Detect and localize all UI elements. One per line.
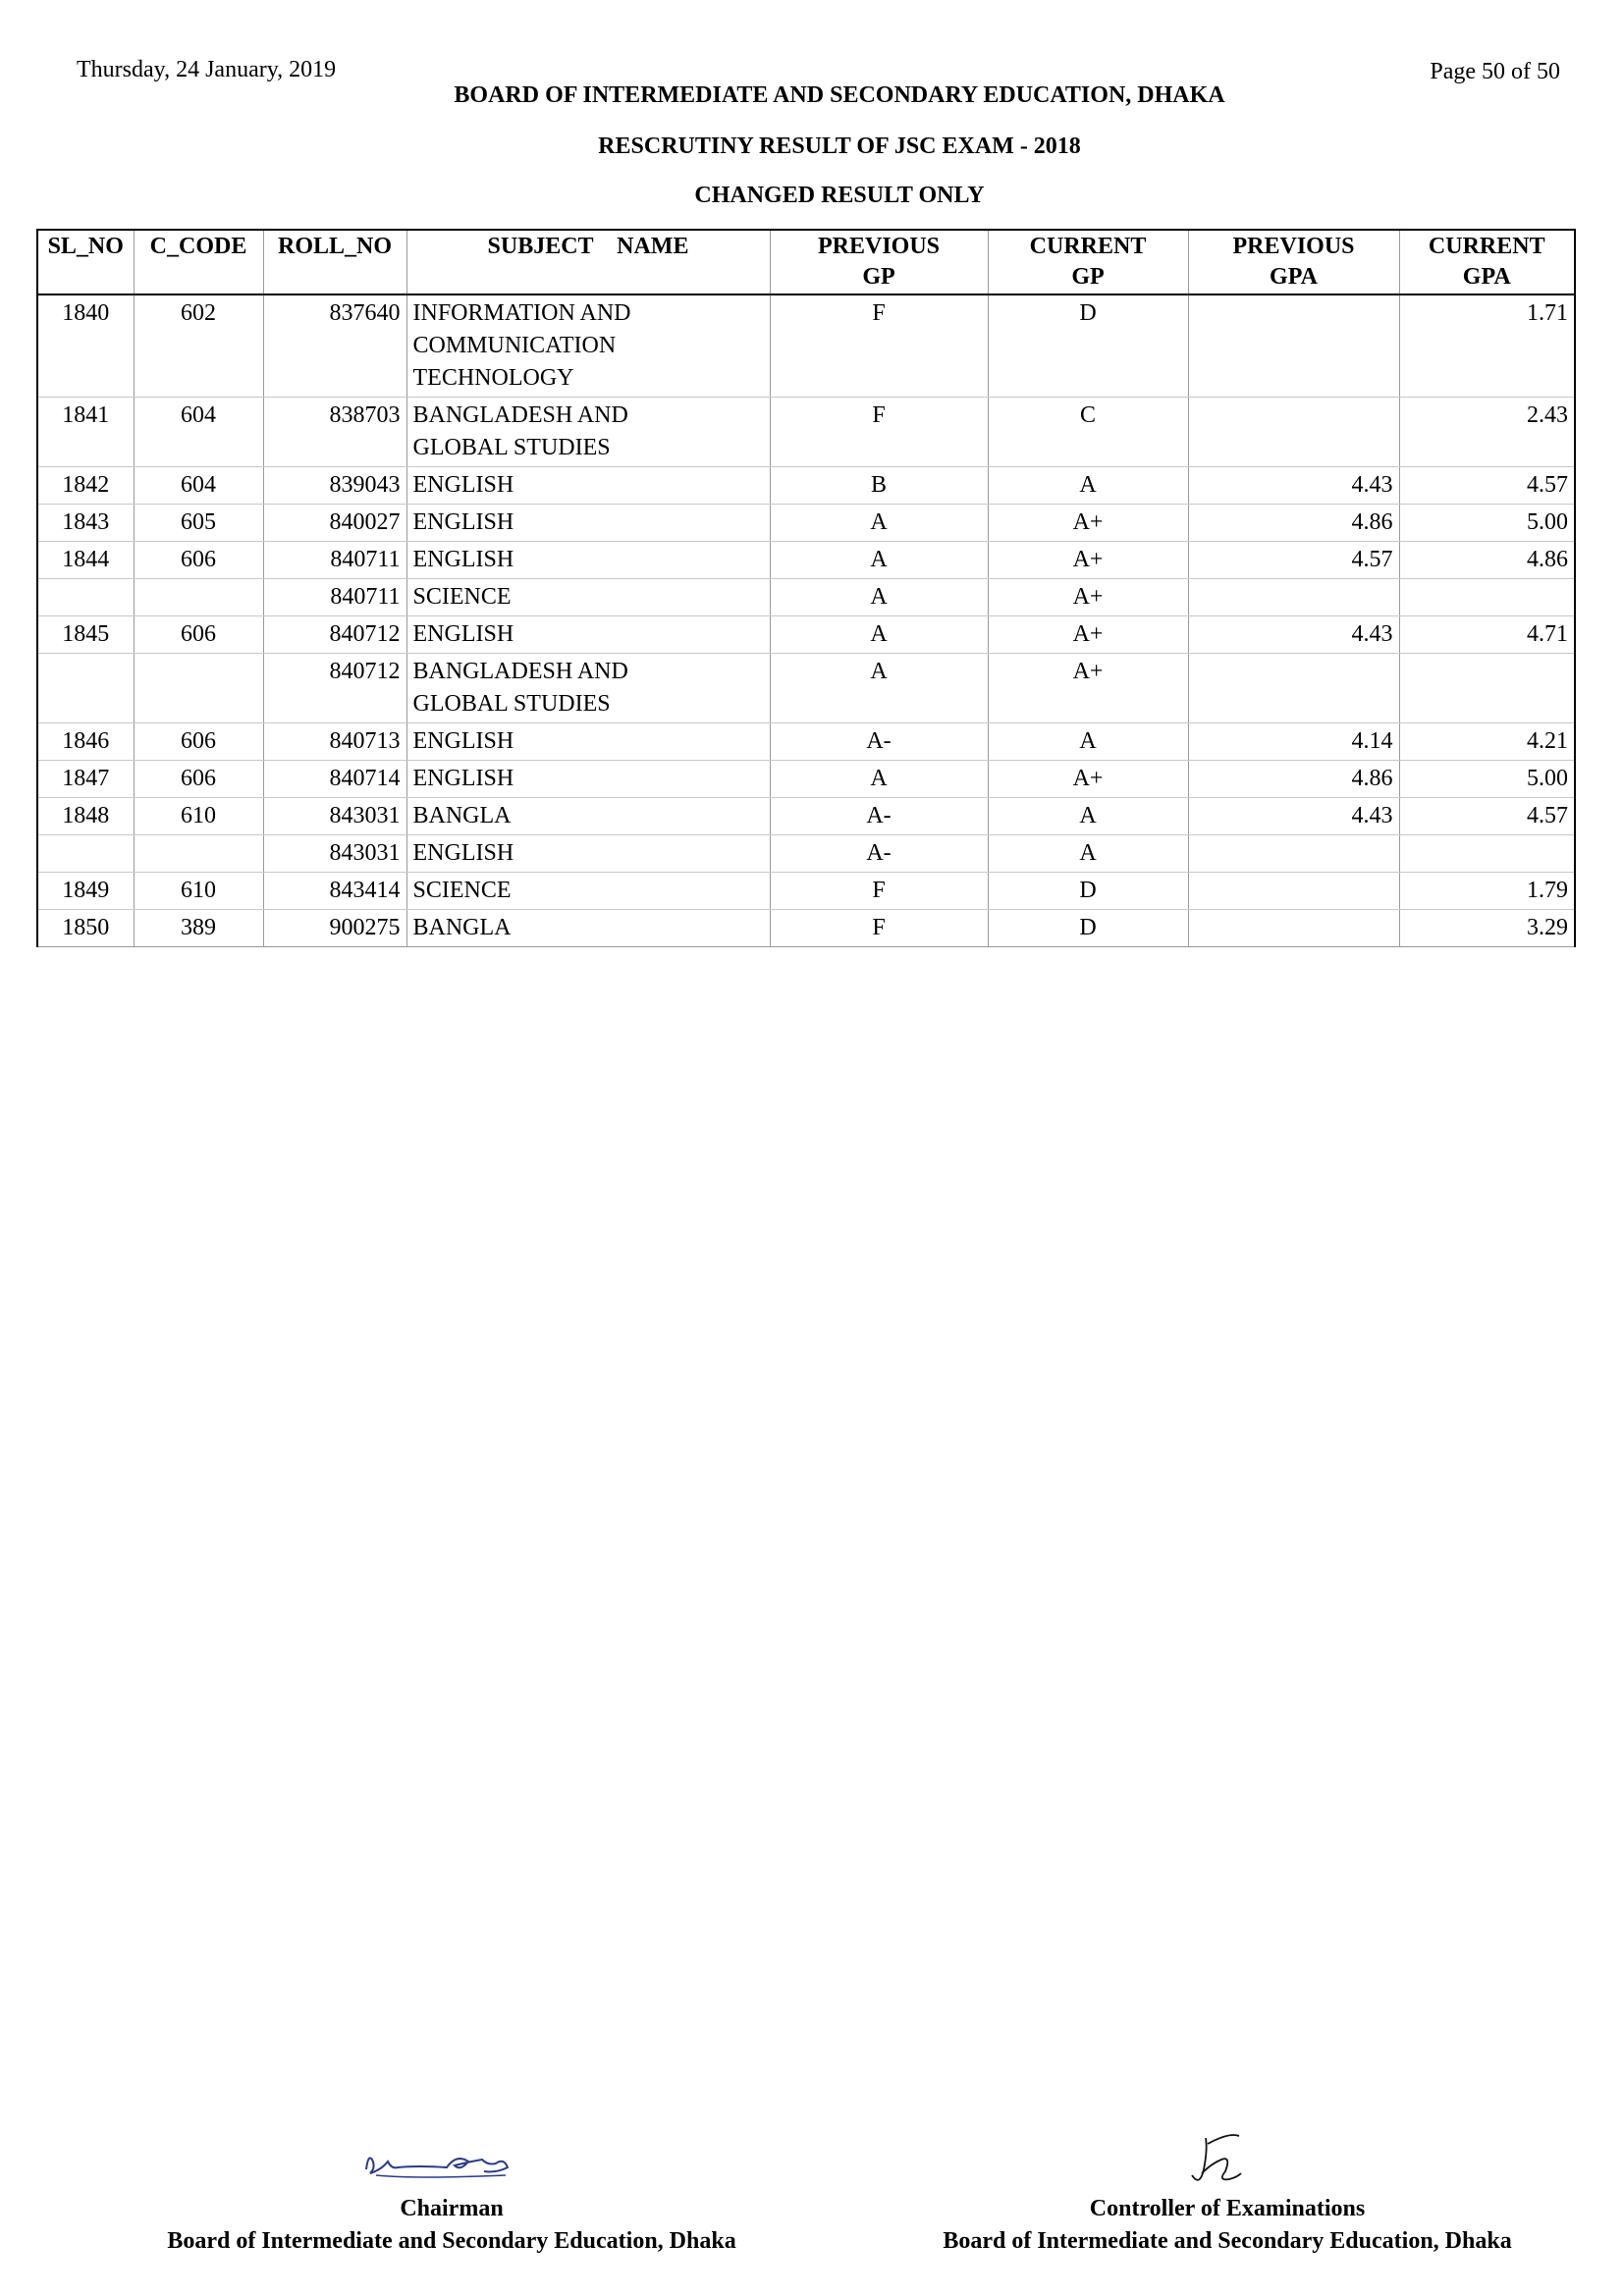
- cell-previous-gp: F: [770, 294, 988, 398]
- subject-line: BANGLA: [412, 915, 512, 940]
- cell-roll-no: 840711: [263, 542, 406, 579]
- cell-current-gp: A: [988, 467, 1188, 505]
- cell-c-code: [134, 579, 263, 616]
- subject-line: ENGLISH: [412, 547, 514, 572]
- cell-roll-no: 837640: [263, 294, 406, 398]
- table-row: [37, 616, 1575, 654]
- print-date: Thursday, 24 January, 2019: [77, 57, 337, 82]
- cell-current-gpa: 1.79: [1399, 873, 1575, 910]
- col-current-gpa: CURRENT GPA: [1399, 230, 1575, 294]
- cell-sl-no: 1840: [37, 294, 134, 398]
- cell-previous-gpa: 4.43: [1188, 798, 1399, 835]
- cell-roll-no: 840712: [263, 654, 406, 723]
- cell-c-code: 605: [134, 505, 263, 542]
- cell-current-gpa: 5.00: [1399, 505, 1575, 542]
- cell-previous-gp: A: [770, 542, 988, 579]
- cell-roll-no: 843031: [263, 798, 406, 835]
- cell-current-gpa: 4.86: [1399, 542, 1575, 579]
- cell-current-gpa: 2.43: [1399, 398, 1575, 467]
- controller-signature: [1178, 2130, 1267, 2194]
- table-row: [37, 798, 1575, 835]
- cell-previous-gpa: [1188, 654, 1399, 723]
- chairman-organization: Board of Intermediate and Secondary Education, Dhaka: [167, 2228, 736, 2254]
- cell-sl-no: [37, 835, 134, 873]
- cell-previous-gpa: [1188, 398, 1399, 467]
- table-row: [37, 467, 1575, 505]
- cell-subject-name: [406, 579, 770, 616]
- subject-line: TECHNOLOGY: [412, 365, 574, 391]
- cell-sl-no: 1848: [37, 798, 134, 835]
- cell-subject-name: [406, 873, 770, 910]
- cell-c-code: 606: [134, 761, 263, 798]
- cell-current-gpa: 1.71: [1399, 294, 1575, 398]
- subject-line: GLOBAL STUDIES: [412, 435, 611, 460]
- cell-sl-no: 1842: [37, 467, 134, 505]
- cell-c-code: 604: [134, 467, 263, 505]
- cell-subject-name: [406, 467, 770, 505]
- cell-previous-gp: A-: [770, 798, 988, 835]
- cell-subject-name: [406, 294, 770, 398]
- cell-sl-no: 1845: [37, 616, 134, 654]
- table-row: [37, 873, 1575, 910]
- table-row: [37, 835, 1575, 873]
- cell-current-gp: D: [988, 910, 1188, 947]
- cell-subject-name: [406, 835, 770, 873]
- cell-current-gpa: [1399, 579, 1575, 616]
- cell-current-gp: A: [988, 723, 1188, 761]
- cell-subject-name: [406, 798, 770, 835]
- table-row: [37, 761, 1575, 798]
- controller-title: Controller of Examinations: [1089, 2196, 1366, 2221]
- cell-roll-no: 843031: [263, 835, 406, 873]
- cell-roll-no: 840713: [263, 723, 406, 761]
- cell-roll-no: 843414: [263, 873, 406, 910]
- cell-c-code: 389: [134, 910, 263, 947]
- cell-current-gp: A+: [988, 579, 1188, 616]
- cell-current-gp: C: [988, 398, 1188, 467]
- cell-current-gpa: 3.29: [1399, 910, 1575, 947]
- subject-line: BANGLADESH AND: [412, 659, 628, 684]
- cell-current-gp: A+: [988, 505, 1188, 542]
- col-current-gp: CURRENT GP: [988, 230, 1188, 294]
- cell-previous-gpa: 4.14: [1188, 723, 1399, 761]
- cell-previous-gp: A: [770, 654, 988, 723]
- subject-line: ENGLISH: [412, 840, 514, 866]
- table-row: [37, 294, 1575, 398]
- cell-previous-gp: A: [770, 505, 988, 542]
- cell-previous-gpa: 4.43: [1188, 467, 1399, 505]
- subject-line: GLOBAL STUDIES: [412, 691, 611, 717]
- cell-current-gp: A+: [988, 616, 1188, 654]
- subject-line: ENGLISH: [412, 728, 514, 754]
- cell-previous-gp: F: [770, 910, 988, 947]
- cell-c-code: 602: [134, 294, 263, 398]
- cell-sl-no: [37, 579, 134, 616]
- cell-subject-name: [406, 542, 770, 579]
- cell-subject-name: [406, 654, 770, 723]
- results-table: [36, 229, 1576, 947]
- col-c-code: C_CODE: [134, 230, 263, 294]
- cell-sl-no: 1841: [37, 398, 134, 467]
- cell-sl-no: 1847: [37, 761, 134, 798]
- table-row: [37, 398, 1575, 467]
- cell-subject-name: [406, 616, 770, 654]
- chairman-signature: [358, 2140, 545, 2189]
- cell-current-gp: D: [988, 873, 1188, 910]
- table-header-row: [37, 230, 1575, 294]
- exam-title: RESCRUTINY RESULT OF JSC EXAM - 2018: [598, 133, 1081, 159]
- cell-previous-gpa: 4.86: [1188, 505, 1399, 542]
- cell-previous-gpa: 4.43: [1188, 616, 1399, 654]
- page-number: Page 50 of 50: [1430, 59, 1560, 84]
- subject-line: BANGLA: [412, 803, 512, 828]
- cell-sl-no: 1846: [37, 723, 134, 761]
- subject-line: COMMUNICATION: [412, 333, 617, 358]
- cell-c-code: 606: [134, 616, 263, 654]
- cell-sl-no: 1850: [37, 910, 134, 947]
- cell-current-gpa: 4.57: [1399, 798, 1575, 835]
- cell-current-gpa: 4.57: [1399, 467, 1575, 505]
- cell-c-code: [134, 654, 263, 723]
- cell-previous-gpa: 4.86: [1188, 761, 1399, 798]
- cell-current-gpa: 4.71: [1399, 616, 1575, 654]
- cell-roll-no: 900275: [263, 910, 406, 947]
- col-subject-name: SUBJECT NAME: [406, 230, 770, 294]
- cell-current-gp: A+: [988, 761, 1188, 798]
- col-sl-no: SL_NO: [37, 230, 134, 294]
- subject-line: SCIENCE: [412, 584, 512, 610]
- cell-roll-no: 840711: [263, 579, 406, 616]
- cell-c-code: 604: [134, 398, 263, 467]
- cell-sl-no: [37, 654, 134, 723]
- cell-previous-gp: F: [770, 873, 988, 910]
- result-note: CHANGED RESULT ONLY: [694, 183, 985, 208]
- table-row: [37, 910, 1575, 947]
- cell-current-gp: D: [988, 294, 1188, 398]
- cell-sl-no: 1843: [37, 505, 134, 542]
- subject-line: ENGLISH: [412, 621, 514, 647]
- cell-current-gpa: [1399, 654, 1575, 723]
- cell-current-gp: A: [988, 835, 1188, 873]
- cell-current-gp: A: [988, 798, 1188, 835]
- cell-c-code: 606: [134, 542, 263, 579]
- cell-c-code: [134, 835, 263, 873]
- table-row: [37, 654, 1575, 723]
- cell-previous-gp: A-: [770, 835, 988, 873]
- chairman-title: Chairman: [400, 2196, 504, 2221]
- subject-line: SCIENCE: [412, 878, 512, 903]
- cell-previous-gp: A: [770, 761, 988, 798]
- cell-roll-no: 840714: [263, 761, 406, 798]
- cell-previous-gp: A: [770, 579, 988, 616]
- col-roll-no: ROLL_NO: [263, 230, 406, 294]
- col-previous-gp: PREVIOUS GP: [770, 230, 988, 294]
- cell-current-gp: A+: [988, 542, 1188, 579]
- cell-current-gp: A+: [988, 654, 1188, 723]
- cell-c-code: 610: [134, 798, 263, 835]
- cell-previous-gpa: [1188, 294, 1399, 398]
- cell-roll-no: 840027: [263, 505, 406, 542]
- cell-roll-no: 838703: [263, 398, 406, 467]
- cell-subject-name: [406, 723, 770, 761]
- cell-subject-name: [406, 910, 770, 947]
- cell-previous-gpa: [1188, 579, 1399, 616]
- controller-organization: Board of Intermediate and Secondary Education, Dhaka: [943, 2228, 1512, 2254]
- cell-current-gpa: 4.21: [1399, 723, 1575, 761]
- subject-line: ENGLISH: [412, 472, 514, 498]
- cell-subject-name: [406, 398, 770, 467]
- cell-previous-gpa: [1188, 873, 1399, 910]
- cell-previous-gpa: [1188, 835, 1399, 873]
- cell-previous-gp: A-: [770, 723, 988, 761]
- cell-c-code: 606: [134, 723, 263, 761]
- cell-current-gpa: 5.00: [1399, 761, 1575, 798]
- table-row: [37, 542, 1575, 579]
- cell-previous-gpa: 4.57: [1188, 542, 1399, 579]
- cell-sl-no: 1849: [37, 873, 134, 910]
- cell-previous-gp: F: [770, 398, 988, 467]
- subject-line: INFORMATION AND: [412, 300, 631, 326]
- table-row: [37, 579, 1575, 616]
- board-title: BOARD OF INTERMEDIATE AND SECONDARY EDUCATION, DHAKA: [454, 82, 1225, 108]
- subject-line: ENGLISH: [412, 766, 514, 791]
- col-previous-gpa: PREVIOUS GPA: [1188, 230, 1399, 294]
- subject-line: ENGLISH: [412, 509, 514, 535]
- cell-previous-gpa: [1188, 910, 1399, 947]
- table-row: [37, 723, 1575, 761]
- table-body: [37, 294, 1575, 947]
- cell-sl-no: 1844: [37, 542, 134, 579]
- cell-roll-no: 839043: [263, 467, 406, 505]
- cell-c-code: 610: [134, 873, 263, 910]
- subject-line: BANGLADESH AND: [412, 402, 628, 428]
- cell-subject-name: [406, 761, 770, 798]
- cell-previous-gp: A: [770, 616, 988, 654]
- cell-subject-name: [406, 505, 770, 542]
- cell-current-gpa: [1399, 835, 1575, 873]
- cell-roll-no: 840712: [263, 616, 406, 654]
- cell-previous-gp: B: [770, 467, 988, 505]
- table-row: [37, 505, 1575, 542]
